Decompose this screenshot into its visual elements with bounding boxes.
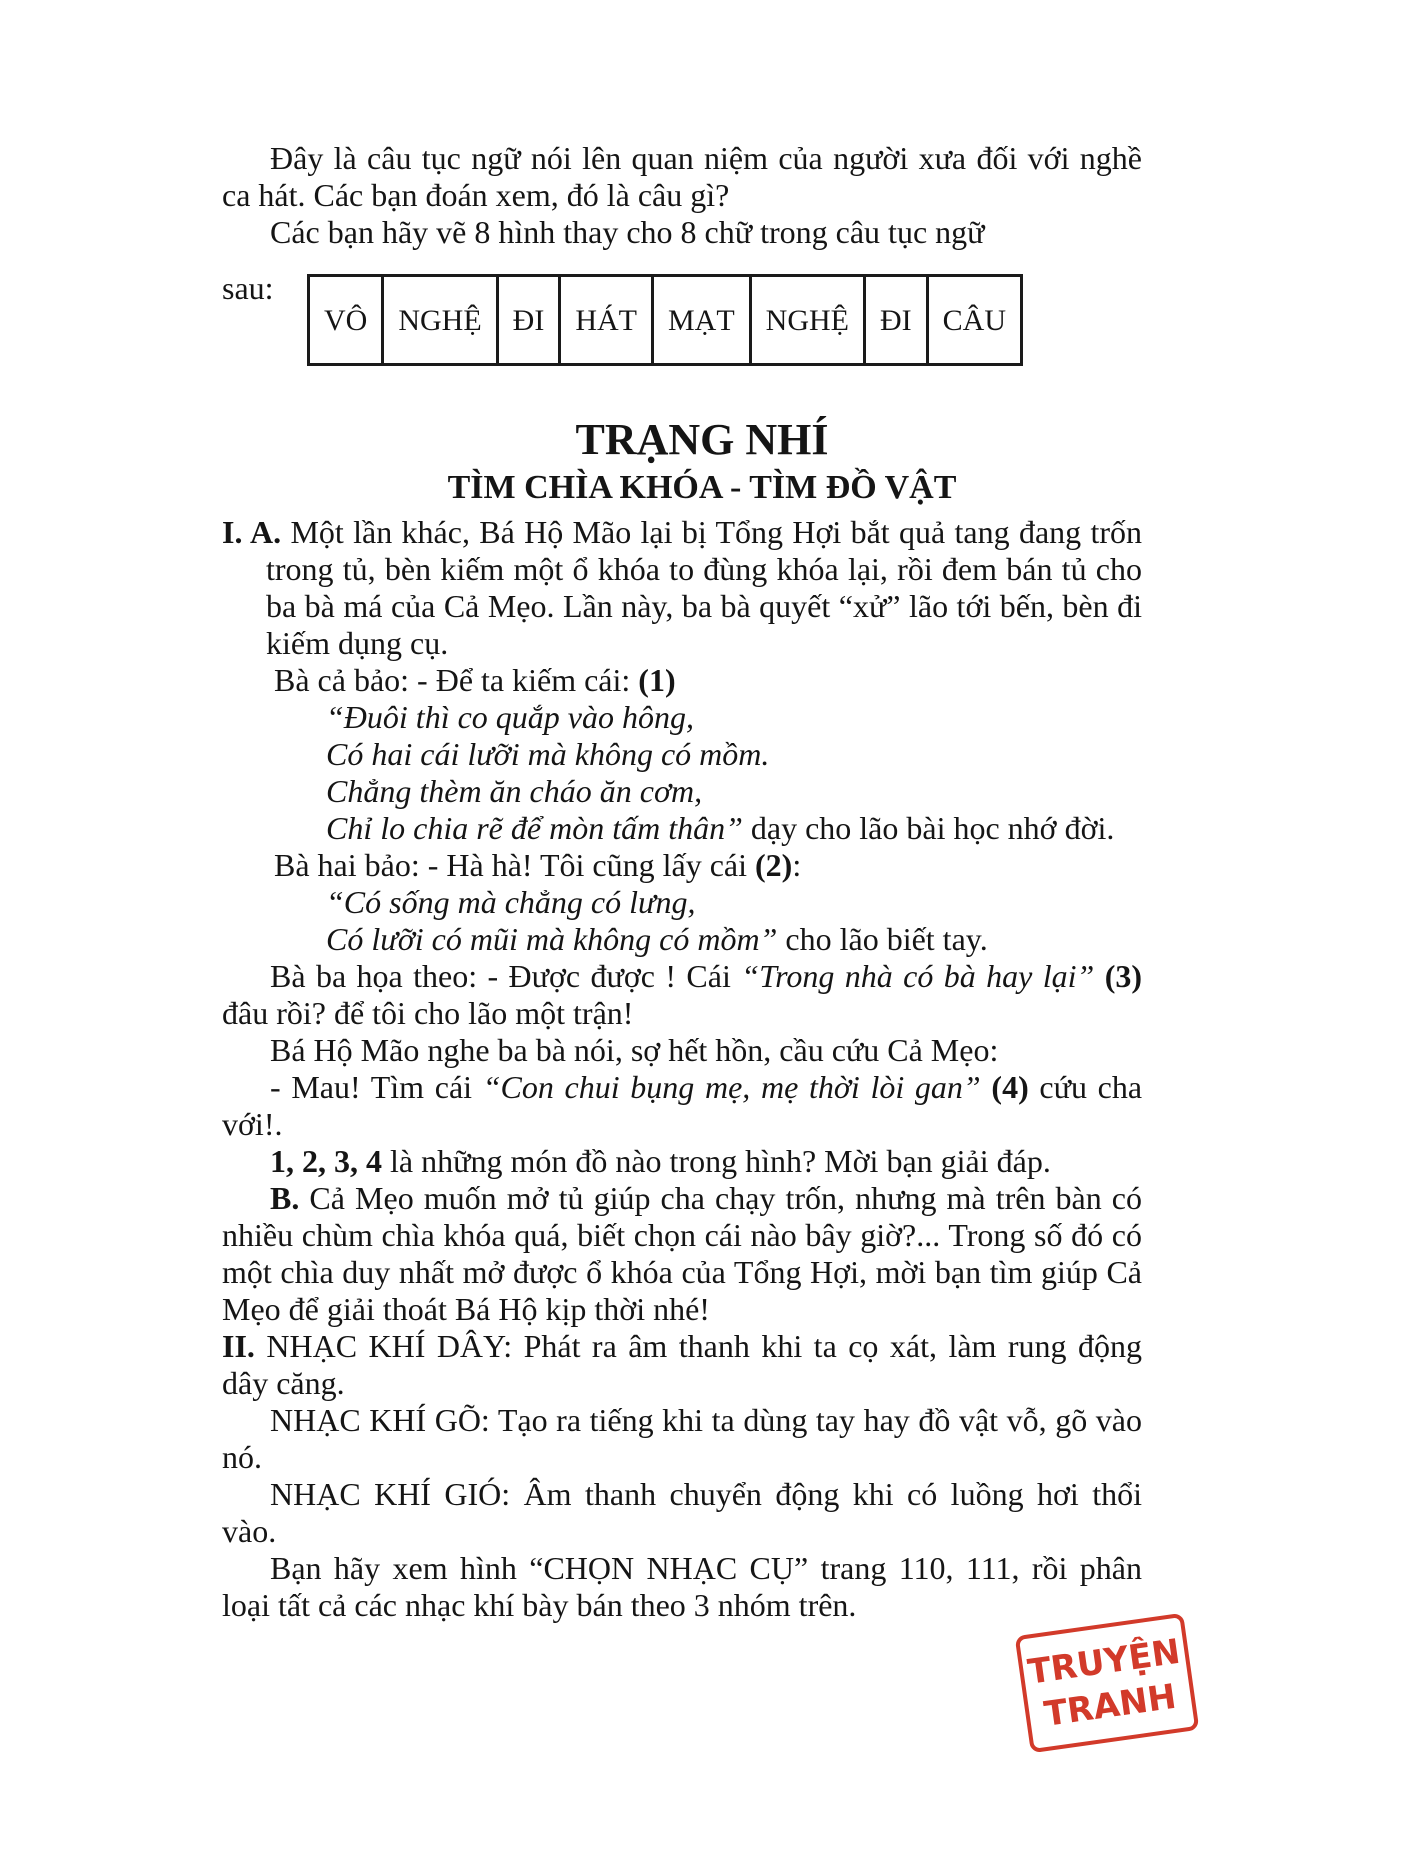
table-label: sau: [222, 270, 274, 306]
section-ii-marker: II. [222, 1328, 255, 1364]
question-line: 1, 2, 3, 4 là những món đồ nào trong hình? Mời bạn giải đáp. [270, 1143, 1051, 1179]
watermark-line-1: TRUYỆN [1025, 1631, 1183, 1693]
item-number-3: (3) [1104, 958, 1143, 994]
riddle-1-line-1: “Đuôi thì co quắp vào hông, [326, 699, 694, 735]
word-cell: ĐI [497, 276, 560, 365]
section-ii-strings: II. NHẠC KHÍ DÂY: Phát ra âm thanh khi ta cọ xát, làm rung động dây căng. [222, 1328, 1142, 1401]
word-cell: HÁT [560, 276, 653, 365]
word-cell: NGHỆ [750, 276, 864, 365]
section-title: TRẠNG NHÍ [575, 415, 829, 464]
watermark-logo [1015, 1613, 1200, 1754]
riddle-2-line-2: Có lưỡi có mũi mà không có mồm” cho lão biết tay. [326, 921, 988, 957]
word-cell: MẠT [652, 276, 750, 365]
intro-paragraphs [222, 140, 1142, 251]
mao-line-2: - Mau! Tìm cái “Con chui bụng mẹ, mẹ thời lòi gan” (4) cứu cha với!. [222, 1069, 1143, 1142]
riddle-1-line-2: Có hai cái lưỡi mà không có mồm. [326, 736, 770, 772]
item-number-1: (1) [638, 662, 676, 698]
item-number-4: (4) [991, 1069, 1029, 1105]
word-cell: ĐI [864, 276, 927, 365]
section-ii-wind: NHẠC KHÍ GIÓ: Âm thanh chuyển động khi có luồng hơi thổi vào. [222, 1476, 1142, 1549]
section-ii-final: Bạn hãy xem hình “CHỌN NHẠC CỤ” trang 110, 111, rồi phân loại tất cả các nhạc khí bày bán theo 3 nhóm trên. [222, 1550, 1142, 1623]
section-subtitle: TÌM CHÌA KHÓA - TÌM ĐỒ VẬT [447, 469, 957, 506]
ba-ba-line: Bà ba họa theo: - Được được ! Cái “Trong nhà có bà hay lại” (3) đâu rồi? để tôi cho lão một trận! [222, 958, 1143, 1031]
intro-paragraph-1: Đây là câu tục ngữ nói lên quan niệm của người xưa đối với nghề ca hát. Các bạn đoán xem, đó là câu gì? [222, 140, 1142, 213]
section-a [222, 514, 1142, 1624]
section-a-intro [222, 514, 1142, 662]
ba-hai-line: Bà hai bảo: - Hà hà! Tôi cũng lấy cái (2): [274, 847, 802, 883]
word-cell: VÔ [309, 276, 383, 365]
riddle-2-line-1: “Có sống mà chẳng có lưng, [326, 884, 696, 920]
section-a-marker: I. A. [222, 514, 282, 550]
section-a-text: Một lần khác, Bá Hộ Mão lại bị Tổng Hợi bắt quả tang đang trốn trong tủ, bèn kiếm một ổ khóa to đùng khóa lại, rồi đem bán tủ cho ba bà má của Cả Mẹo. Lần này, ba bà quyết “xử” lão tới bến, bèn đi kiếm dụng cụ. [266, 514, 1143, 661]
intro-paragraph-2: Các bạn hãy vẽ 8 hình thay cho 8 chữ trong câu tục ngữ [270, 214, 985, 250]
section-b: B. Cả Mẹo muốn mở tủ giúp cha chạy trốn, nhưng mà trên bàn có nhiều chùm chìa khóa quá, biết chọn cái nào bây giờ?... Trong số đó có một chìa duy nhất mở được ổ khóa của Tổng Hợi, mời bạn tìm giúp Cả Mẹo để giải thoát Bá Hộ kịp thời nhé! [222, 1180, 1142, 1327]
riddle-1-line-3: Chẳng thèm ăn cháo ăn cơm, [326, 773, 703, 809]
word-cell: CÂU [927, 276, 1021, 365]
section-ii-percussion: NHẠC KHÍ GÕ: Tạo ra tiếng khi ta dùng tay hay đồ vật vỗ, gõ vào nó. [222, 1402, 1142, 1475]
word-cell: NGHỆ [383, 276, 497, 365]
ba-ca-line: Bà cả bảo: - Để ta kiếm cái: (1) [274, 662, 676, 698]
watermark-line-2: TRANH [1041, 1676, 1179, 1735]
item-number-2: (2) [755, 847, 793, 883]
section-b-marker: B. [270, 1180, 300, 1216]
mao-line-1: Bá Hộ Mão nghe ba bà nói, sợ hết hồn, cầu cứu Cả Mẹo: [270, 1032, 999, 1068]
riddle-1-line-4: Chỉ lo chia rẽ để mòn tấm thân” dạy cho lão bài học nhớ đời. [326, 810, 1115, 846]
proverb-word-table [307, 274, 1023, 366]
